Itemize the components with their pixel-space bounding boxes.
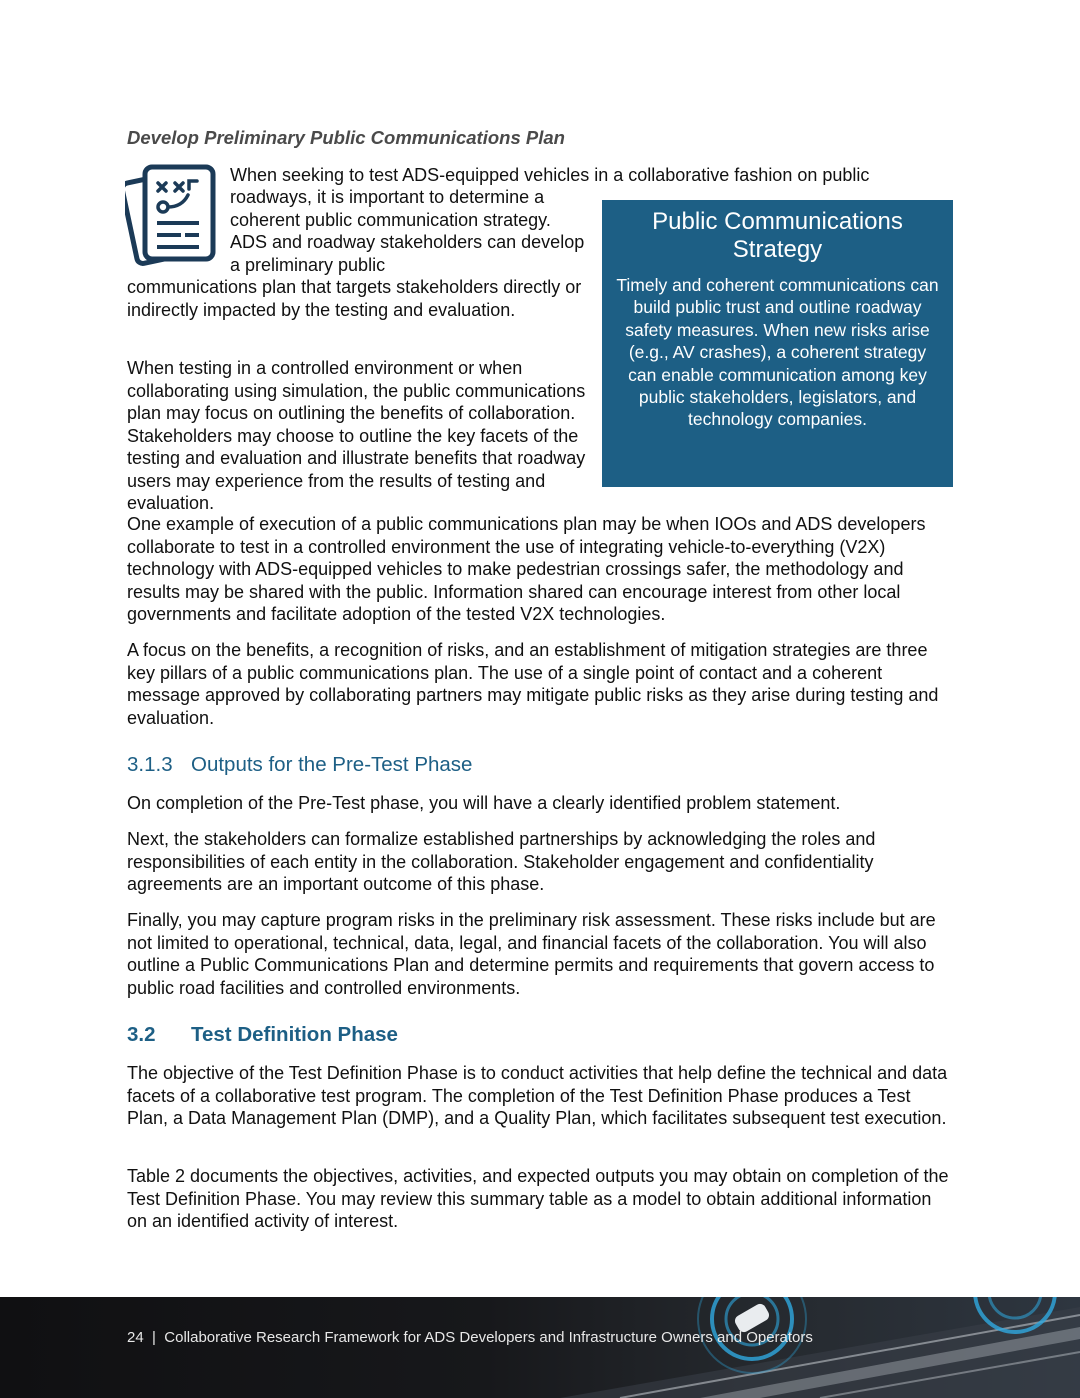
section-title: Outputs for the Pre-Test Phase — [191, 753, 473, 776]
paragraph-completion: On completion of the Pre-Test phase, you will have a clearly identified problem statement. — [127, 793, 841, 813]
subheading: Develop Preliminary Public Communications Plan — [127, 127, 565, 148]
document-title: Collaborative Research Framework for ADS Developers and Infrastructure Owners and Operators — [164, 1329, 813, 1346]
section-heading-outputs — [127, 753, 472, 777]
paragraph-table-2: Table 2 documents the objectives, activities, and expected outputs you may obtain on completion of the Test Definition Phase. You may review this summary table as a model to obtain additional information on an identified activity of interest. — [127, 1166, 949, 1231]
section-number: 3.2 — [127, 1023, 156, 1046]
page-number: 24 — [127, 1329, 144, 1346]
section-number: 3.1.3 — [127, 753, 173, 776]
intro-wrapped-text: roadways, it is important to determine a coherent public communication strategy. ADS and roadway stakeholders can develop a preliminary public — [230, 187, 585, 275]
callout-body: Timely and coherent communications can build public trust and outline roadway safety measures. When new risks arise (e.g., AV crashes), a coherent strategy can enable communication among key public stakeholders, legislators, and technology companies. — [616, 275, 939, 430]
section-title: Test Definition Phase — [191, 1023, 398, 1046]
footer-separator: | — [152, 1329, 156, 1346]
paragraph-finally: Finally, you may capture program risks in the preliminary risk assessment. These risks include but are not limited to operational, technical, data, legal, and financial facets of the collaboration. You will also outline a Public Communications Plan and determine permits and requirements that govern access to public road facilities and controlled environments. — [127, 910, 936, 998]
paragraph-focus: A focus on the benefits, a recognition of risks, and an establishment of mitigation strategies are three key pillars of a public communications plan. The use of a single point of contact and a coherent message approved by collaborating partners may mitigate public risks as they arise during testing and evaluation. — [127, 640, 939, 728]
intro-tail-text: communications plan that targets stakeholders directly or indirectly impacted by the testing and evaluation. — [127, 277, 582, 320]
intro-line-1: When seeking to test ADS-equipped vehicles in a collaborative fashion on public — [230, 165, 870, 185]
footer-text — [127, 1329, 813, 1346]
paragraph-controlled-environment: When testing in a controlled environment or when collaborating using simulation, the public communications plan may focus on outlining the benefits of collaboration. Stakeholders may choose to outline the key facets of the testing and evaluation and illustrate benefits that roadway users may experience from the results of testing and evaluation. — [127, 358, 586, 513]
paragraph-objective: The objective of the Test Definition Phase is to conduct activities that help define the technical and data facets of a collaborative test program. The completion of the Test Definition Phase produces a Test Plan, a Data Management Plan (DMP), and a Quality Plan, which facilitates subsequent test execution. — [127, 1063, 948, 1128]
paragraph-next: Next, the stakeholders can formalize established partnerships by acknowledging the roles and responsibilities of each entity in the collaboration. Stakeholder engagement and confidentiality agreements are an important outcome of this phase. — [127, 829, 876, 894]
road-graphic — [0, 1297, 1080, 1398]
callout-title: Public Communications Strategy — [652, 208, 903, 263]
strategy-plan-icon — [125, 163, 221, 269]
paragraph-example: One example of execution of a public communications plan may be when IOOs and ADS developers collaborate to test in a controlled environment the use of integrating vehicle-to-everything (V2X) technology with ADS-equipped vehicles to make pedestrian crossings safer, the methodology and results may be shared with the public. Information shared can encourage interest from other local governments and facilitate adoption of the tested V2X technologies. — [127, 514, 926, 624]
footer-banner — [0, 1297, 1080, 1398]
callout-box — [602, 200, 953, 487]
section-heading-test-definition — [127, 1023, 398, 1047]
